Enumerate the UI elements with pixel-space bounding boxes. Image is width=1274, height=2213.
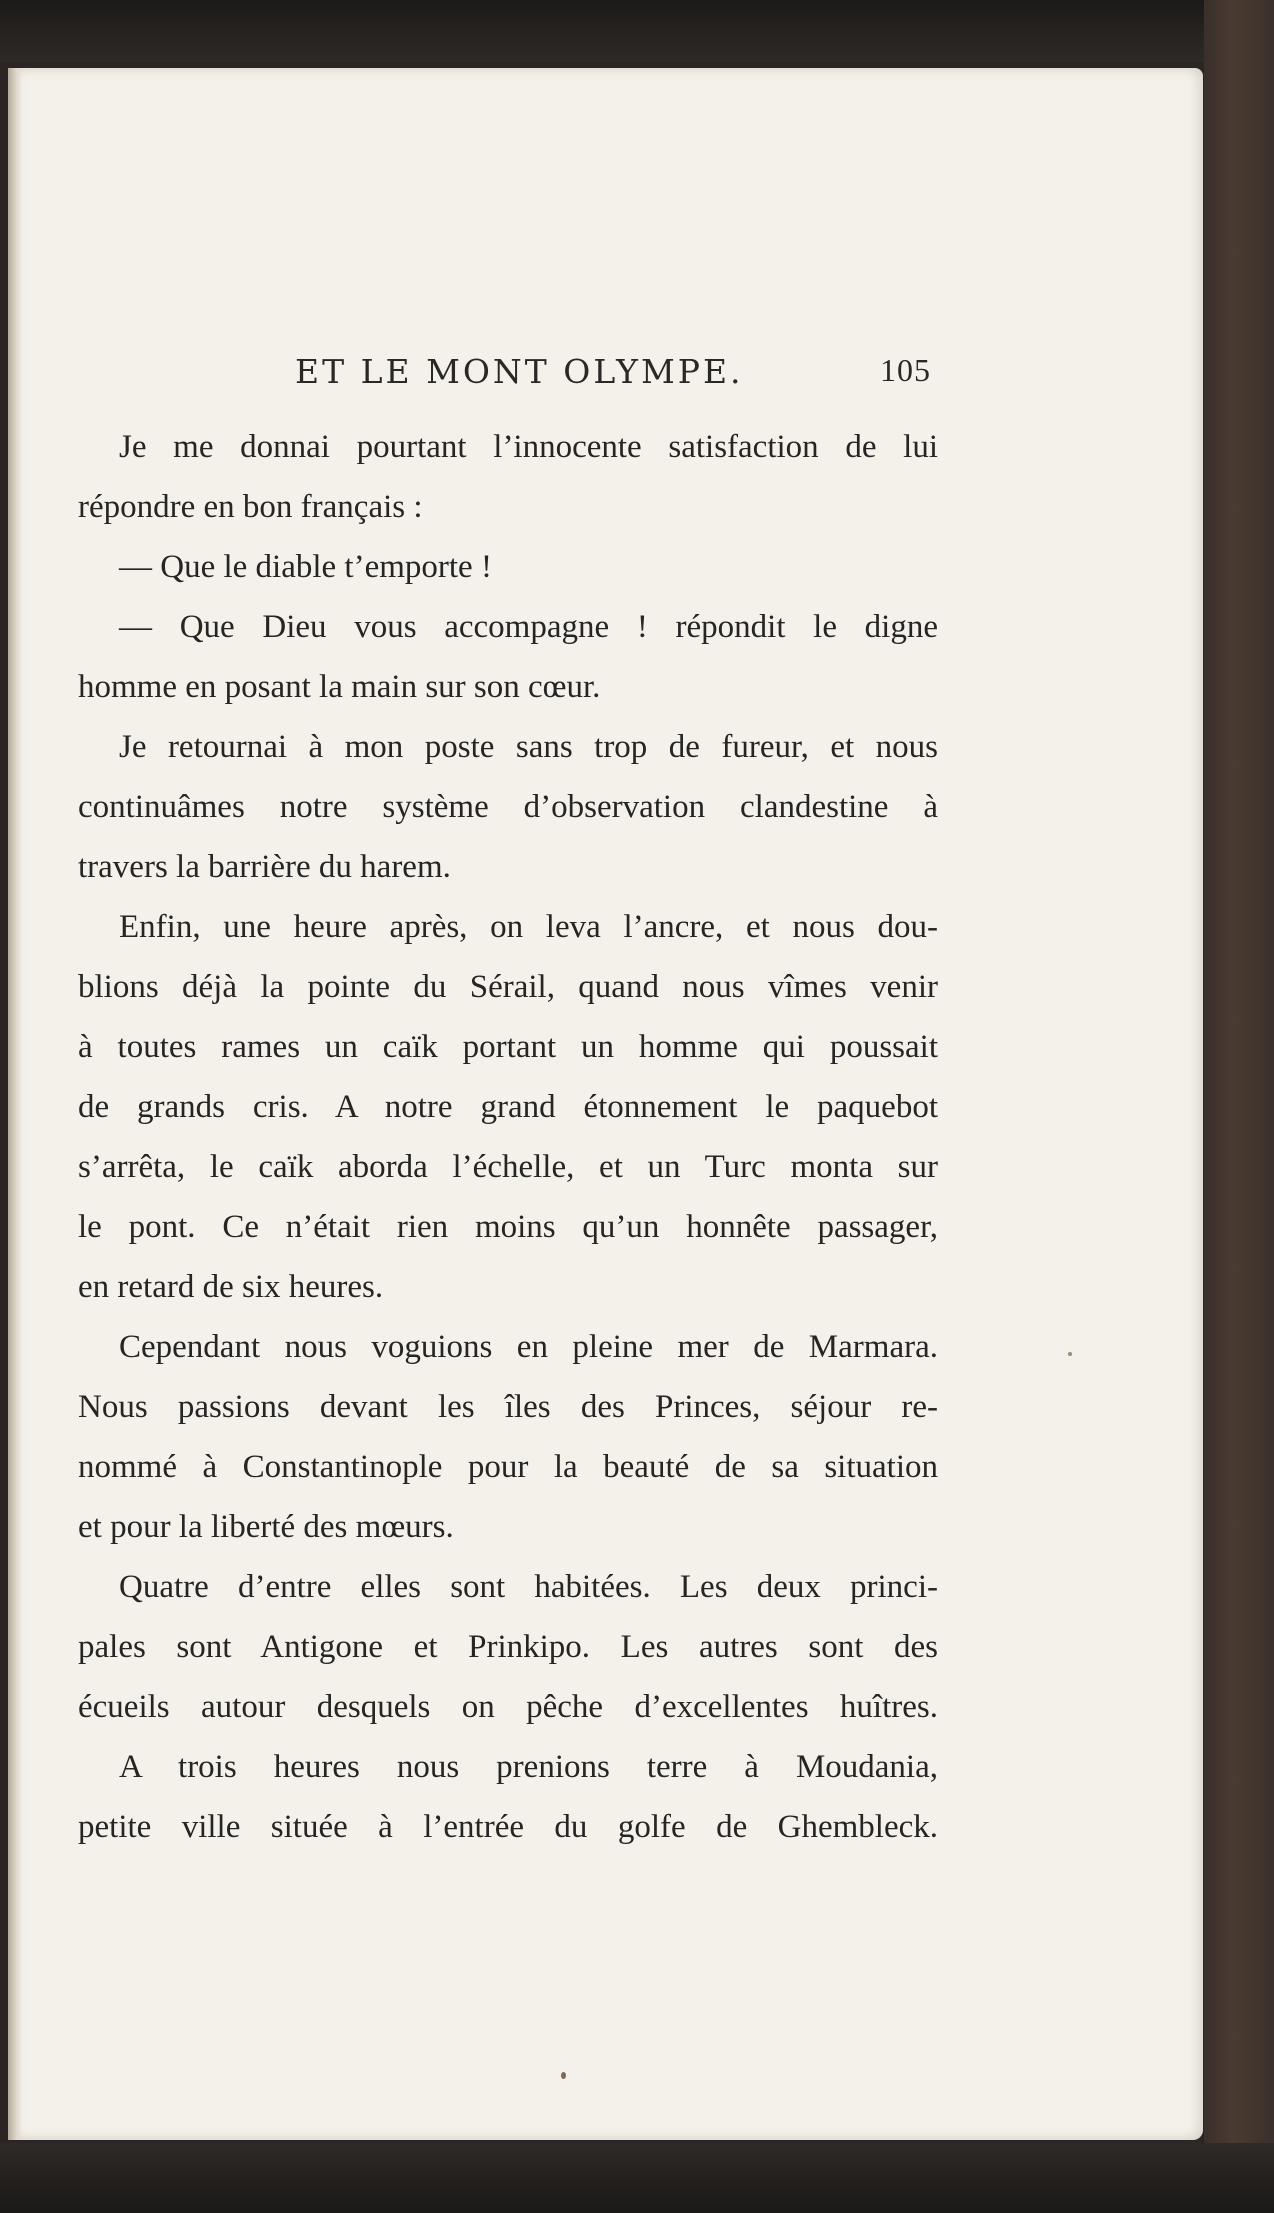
text-line: homme en posant la main sur son cœur. <box>78 669 601 705</box>
paper-speck <box>561 2072 566 2079</box>
text-line: à toutes rames un caïk portant un homme qui poussait <box>78 1029 938 1065</box>
text-line: — Que Dieu vous accompagne ! répondit le digne <box>119 609 938 645</box>
paper-speck <box>1068 1352 1072 1356</box>
scan-top-border <box>0 0 1274 62</box>
text-line: le pont. Ce n’était rien moins qu’un honnête passager, <box>78 1209 938 1245</box>
book-page <box>8 68 1203 2140</box>
text-line: s’arrêta, le caïk aborda l’échelle, et un Turc monta sur <box>78 1149 938 1185</box>
scan-bottom-border <box>0 2143 1274 2213</box>
text-line: répondre en bon français : <box>78 489 423 525</box>
text-line: et pour la liberté des mœurs. <box>78 1509 454 1545</box>
text-line: Enfin, une heure après, on leva l’ancre, et nous dou- <box>119 909 938 945</box>
text-line: — Que le diable t’emporte ! <box>119 549 492 585</box>
text-line: blions déjà la pointe du Sérail, quand nous vîmes venir <box>78 969 938 1005</box>
text-line: petite ville située à l’entrée du golfe de Ghembleck. <box>78 1809 938 1845</box>
text-line: en retard de six heures. <box>78 1269 384 1305</box>
text-line: Je me donnai pourtant l’innocente satisfaction de lui <box>119 429 938 465</box>
body-text <box>78 417 938 1857</box>
text-line: de grands cris. A notre grand étonnement le paquebot <box>78 1089 938 1125</box>
text-line: Quatre d’entre elles sont habitées. Les deux princi- <box>119 1569 938 1605</box>
text-line: écueils autour desquels on pêche d’excellentes huîtres. <box>78 1689 938 1725</box>
text-line: A trois heures nous prenions terre à Moudania, <box>119 1749 938 1785</box>
text-line: nommé à Constantinople pour la beauté de sa situation <box>78 1449 938 1485</box>
page-gutter-shadow <box>8 68 22 2140</box>
scan-right-border <box>1204 0 1274 2213</box>
text-line: continuâmes notre système d’observation clandestine à <box>78 789 938 825</box>
text-line: travers la barrière du harem. <box>78 849 451 885</box>
text-line: Cependant nous voguions en pleine mer de Marmara. <box>119 1329 938 1365</box>
text-line: Nous passions devant les îles des Princes, séjour re- <box>78 1389 938 1425</box>
page-number: 105 <box>880 352 931 388</box>
text-line: Je retournai à mon poste sans trop de fureur, et nous <box>119 729 938 765</box>
running-head: ET LE MONT OLYMPE. <box>295 352 744 391</box>
text-line: pales sont Antigone et Prinkipo. Les autres sont des <box>78 1629 938 1665</box>
